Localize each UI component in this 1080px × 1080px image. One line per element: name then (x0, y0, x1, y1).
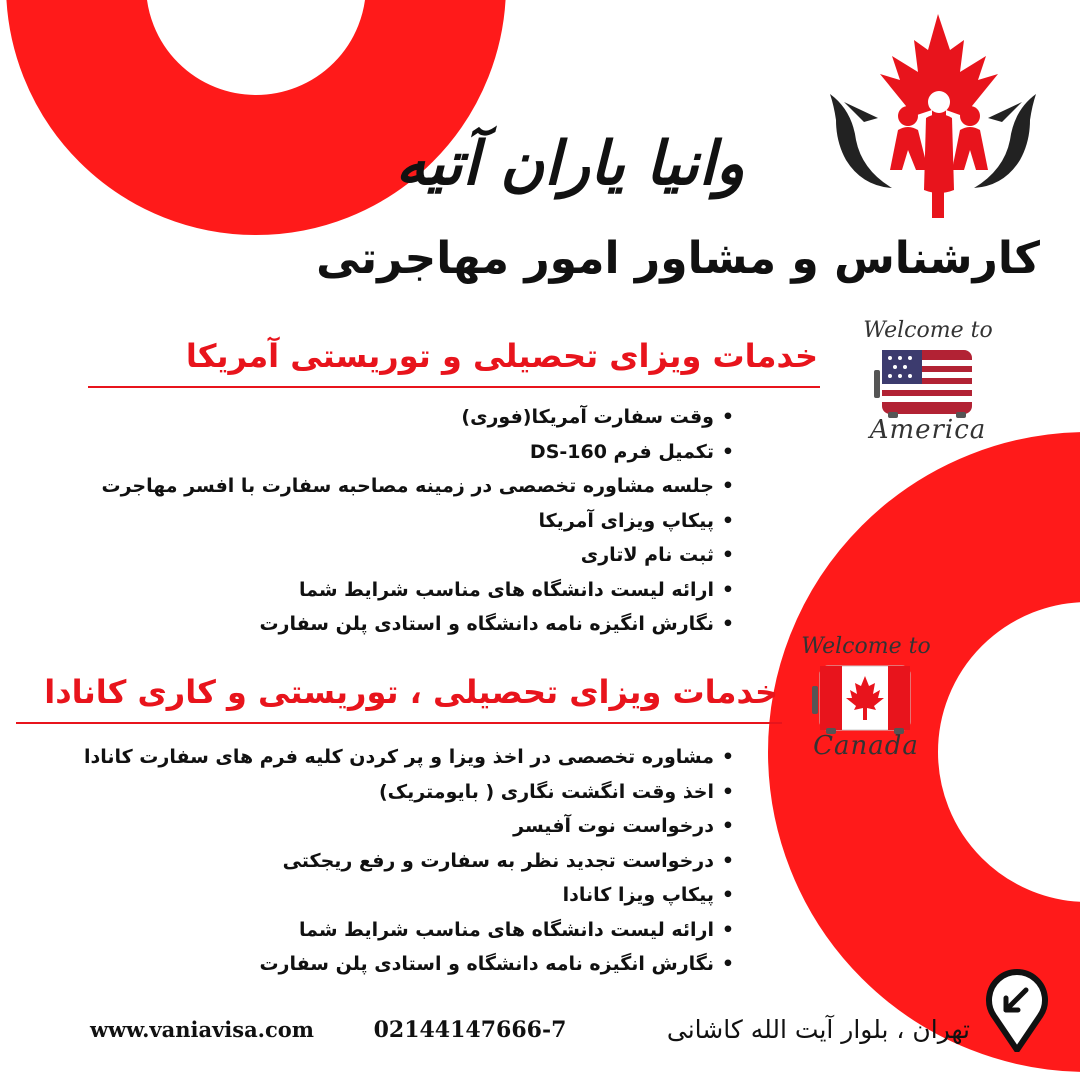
footer-phone: 02144147666-7 (373, 1017, 567, 1043)
list-item: • ارائه لیست دانشگاه های مناسب شرایط شما (40, 573, 738, 608)
welcome-canada-badge (786, 630, 946, 770)
list-item: • پیکاپ ویزای آمریکا (40, 504, 738, 539)
brand-name: وانیا یاران آتیه (395, 129, 745, 199)
usa-flag-suitcase-icon (874, 346, 980, 418)
list-item: • وقت سفارت آمریکا(فوری) (40, 400, 738, 435)
usa-services-title: خدمات ویزای تحصیلی و توریستی آمریکا (185, 337, 818, 375)
footer-website: www.vaniavisa.com (89, 1017, 315, 1042)
canada-flag-suitcase-icon (812, 662, 918, 734)
badge-bottom-text: America (869, 415, 987, 445)
usa-title-divider (88, 386, 820, 388)
badge-bottom-text: Canada (813, 731, 919, 761)
brand-tagline: کارشناس و مشاور امور مهاجرتی (316, 233, 1040, 284)
location-pin-icon (984, 966, 1050, 1052)
badge-top-text: Welcome to (801, 634, 931, 659)
list-item: • ثبت نام لاتاری (40, 538, 738, 573)
list-item: • جلسه مشاوره تخصصی در زمینه مصاحبه سفارت با افسر مهاجرت (40, 469, 738, 504)
welcome-america-badge (848, 314, 1008, 454)
list-item: • اخذ وقت انگشت نگاری ( بایومتریک) (30, 775, 738, 810)
list-item: • نگارش انگیزه نامه دانشگاه و استادی پلن سفارت (30, 947, 738, 982)
list-item: • ارائه لیست دانشگاه های مناسب شرایط شما (30, 913, 738, 948)
maple-leaf-people-icon (822, 10, 1044, 225)
canada-title-divider (16, 722, 782, 724)
list-item: • پیکاپ ویزا کانادا (30, 878, 738, 913)
list-item: • نگارش انگیزه نامه دانشگاه و استادی پلن سفارت (40, 607, 738, 642)
list-item: • مشاوره تخصصی در اخذ ویزا و پر کردن کلیه فرم های سفارت کانادا (30, 740, 738, 775)
canada-services-title: خدمات ویزای تحصیلی ، توریستی و کاری کانادا (44, 673, 778, 711)
canada-services-list (30, 740, 738, 982)
footer-address: تهران ، بلوار آیت الله کاشانی (666, 1015, 970, 1044)
badge-top-text: Welcome to (863, 318, 993, 343)
list-item: • تکمیل فرم DS-160 (40, 435, 738, 470)
list-item: • درخواست تجدید نظر به سفارت و رفع ریجکتی (30, 844, 738, 879)
list-item: • درخواست نوت آفیسر (30, 809, 738, 844)
usa-services-list (40, 400, 738, 642)
